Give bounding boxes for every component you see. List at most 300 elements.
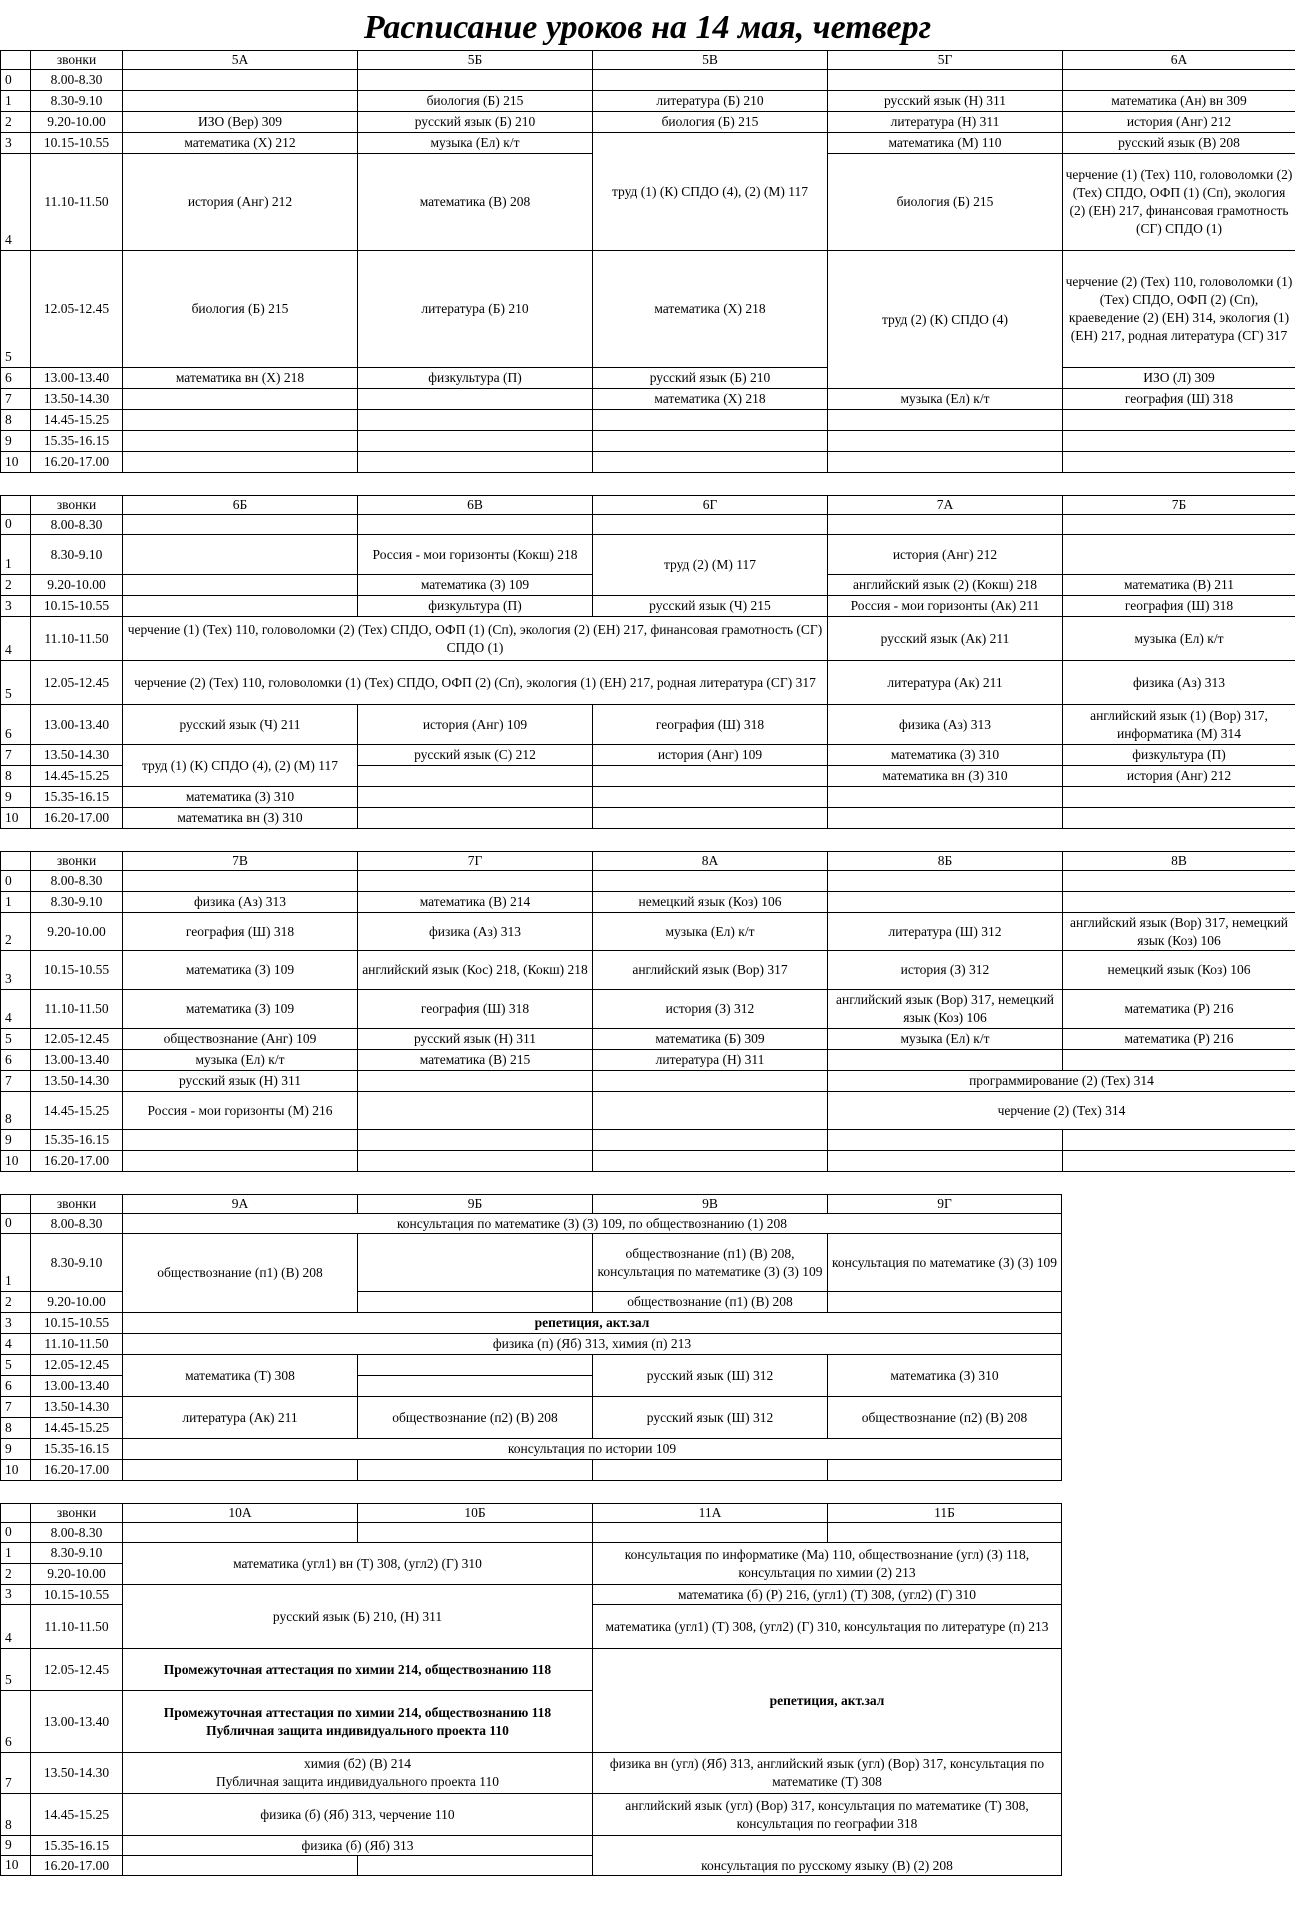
lesson-cell: русский язык (Ч) 211 (123, 705, 358, 745)
lesson-cell: литература (Н) 311 (593, 1050, 828, 1071)
lesson-number: 1 (1, 892, 31, 913)
lesson-cell: математика (В) 208 (358, 154, 593, 251)
class-header: 10А (123, 1504, 358, 1523)
zvonki-header: звонки (31, 496, 123, 515)
lesson-cell: программирование (2) (Тех) 314 (828, 1071, 1295, 1092)
lesson-cell: математика (З) 109 (123, 990, 358, 1029)
lesson-time: 13.00-13.40 (31, 1376, 123, 1397)
lesson-number: 2 (1, 112, 31, 133)
lesson-time: 13.50-14.30 (31, 745, 123, 766)
lesson-cell: литература (Ш) 312 (828, 913, 1063, 951)
lesson-cell: математика (З) 109 (358, 575, 593, 596)
lesson-cell: труд (1) (К) СПДО (4), (2) (М) 117 (593, 133, 828, 251)
lesson-cell: русский язык (Ш) 312 (593, 1397, 828, 1439)
lesson-number: 7 (1, 1397, 31, 1418)
lesson-cell: Россия - мои горизонты (Кокш) 218 (358, 535, 593, 575)
lesson-time: 10.15-10.55 (31, 951, 123, 990)
lesson-row (1, 1050, 1295, 1071)
lesson-row (1, 389, 1295, 410)
lesson-number: 3 (1, 1313, 31, 1334)
lesson-number: 9 (1, 431, 31, 452)
lesson-number: 9 (1, 787, 31, 808)
zvonki-header: звонки (31, 1504, 123, 1523)
lesson-cell: обществознание (п2) (В) 208 (358, 1397, 593, 1439)
lesson-cell: английский язык (1) (Вор) 317, информатика (М) 314 (1063, 705, 1295, 745)
lesson-cell: консультация по математике (З) (3) 109 (828, 1234, 1062, 1292)
lesson-time: 14.45-15.25 (31, 1794, 123, 1836)
lesson-cell: консультация по информатике (Ма) 110, обществознание (угл) (З) 118, консультация по химии (2) 213 (593, 1543, 1062, 1585)
lesson-number: 6 (1, 1376, 31, 1397)
class-header: 11А (593, 1504, 828, 1523)
lesson-cell: математика (Б) 309 (593, 1029, 828, 1050)
lesson-time: 16.20-17.00 (31, 1856, 123, 1876)
lesson-cell: география (Ш) 318 (1063, 389, 1295, 410)
lesson-cell: русский язык (Ак) 211 (828, 617, 1063, 661)
lesson-time: 10.15-10.55 (31, 1313, 123, 1334)
lesson-time: 14.45-15.25 (31, 410, 123, 431)
lesson-cell: английский язык (2) (Кокш) 218 (828, 575, 1063, 596)
lesson-row (1, 1234, 1062, 1292)
schedule-table-9 (0, 1194, 1062, 1481)
lesson-cell: черчение (2) (Тех) 314 (828, 1092, 1295, 1130)
lesson-cell: консультация по русскому языку (В) (2) 208 (593, 1836, 1062, 1876)
lesson-cell: математика вн (З) 310 (123, 808, 358, 829)
lesson-time: 13.50-14.30 (31, 1753, 123, 1794)
lesson-row (1, 1836, 1062, 1856)
lesson-cell: физика (Аз) 313 (1063, 661, 1295, 705)
lesson-time: 8.30-9.10 (31, 892, 123, 913)
lesson-number: 2 (1, 913, 31, 951)
lesson-number: 6 (1, 1691, 31, 1753)
class-header: 9Б (358, 1195, 593, 1214)
lesson-time: 13.00-13.40 (31, 1050, 123, 1071)
header-row (1, 1504, 1062, 1523)
lesson-row (1, 1151, 1295, 1172)
lesson-cell: русский язык (С) 212 (358, 745, 593, 766)
lesson-row (1, 133, 1295, 154)
lesson-number: 1 (1, 1543, 31, 1564)
lesson-number: 3 (1, 1585, 31, 1605)
schedule-table-6b-7b (0, 495, 1295, 829)
lesson-cell: история (Анг) 212 (123, 154, 358, 251)
lesson-cell: математика (М) 110 (828, 133, 1063, 154)
lesson-cell: консультация по математике (З) (3) 109, по обществознанию (1) 208 (123, 1214, 1062, 1234)
lesson-cell: труд (2) (М) 117 (593, 535, 828, 596)
page-title: Расписание уроков на 14 мая, четверг (363, 9, 932, 46)
header-row (1, 852, 1295, 871)
class-header: 5Г (828, 51, 1063, 70)
lesson-cell: математика (В) 211 (1063, 575, 1295, 596)
lesson-cell: консультация по истории 109 (123, 1439, 1062, 1460)
lesson-time: 16.20-17.00 (31, 452, 123, 473)
lesson-cell: физика (п) (Яб) 313, химия (п) 213 (123, 1334, 1062, 1355)
lesson-cell: история (Анг) 109 (593, 745, 828, 766)
lesson-cell: русский язык (Б) 210 (593, 368, 828, 389)
lesson-row (1, 1439, 1062, 1460)
lesson-number: 6 (1, 1050, 31, 1071)
lesson-cell: обществознание (Анг) 109 (123, 1029, 358, 1050)
lesson-cell: физика (б) (Яб) 313, черчение 110 (123, 1794, 593, 1836)
lesson-time: 11.10-11.50 (31, 990, 123, 1029)
lesson-cell: география (Ш) 318 (123, 913, 358, 951)
lesson-cell: математика (Ан) вн 309 (1063, 91, 1295, 112)
lesson-cell: русский язык (Б) 210, (Н) 311 (123, 1585, 593, 1649)
class-header: 6Б (123, 496, 358, 515)
lesson-cell: русский язык (Ч) 215 (593, 596, 828, 617)
lesson-row (1, 745, 1295, 766)
lesson-row (1, 1649, 1062, 1691)
lesson-time: 16.20-17.00 (31, 808, 123, 829)
lesson-time: 8.00-8.30 (31, 70, 123, 91)
class-header: 5Б (358, 51, 593, 70)
class-header: 8А (593, 852, 828, 871)
lesson-row (1, 705, 1295, 745)
lesson-cell: музыка (Ел) к/т (828, 1029, 1063, 1050)
lesson-row (1, 112, 1295, 133)
lesson-cell: физика (б) (Яб) 313 (123, 1836, 593, 1856)
lesson-number: 10 (1, 1151, 31, 1172)
lesson-row (1, 251, 1295, 368)
lesson-cell: математика (Т) 308 (123, 1355, 358, 1397)
lesson-number: 0 (1, 1523, 31, 1543)
lesson-cell: труд (1) (К) СПДО (4), (2) (М) 117 (123, 745, 358, 787)
lesson-cell: русский язык (Ш) 312 (593, 1355, 828, 1397)
lesson-cell: география (Ш) 318 (593, 705, 828, 745)
lesson-time: 15.35-16.15 (31, 1130, 123, 1151)
lesson-row (1, 1355, 1062, 1376)
lesson-number: 7 (1, 1071, 31, 1092)
lesson-number: 9 (1, 1439, 31, 1460)
lesson-row (1, 892, 1295, 913)
lesson-number: 1 (1, 1234, 31, 1292)
lesson-time: 8.00-8.30 (31, 1523, 123, 1543)
lesson-cell: немецкий язык (Коз) 106 (593, 892, 828, 913)
lesson-time: 14.45-15.25 (31, 1092, 123, 1130)
lesson-row (1, 1029, 1295, 1050)
lesson-cell: Россия - мои горизонты (М) 216 (123, 1092, 358, 1130)
zvonki-header: звонки (31, 852, 123, 871)
class-header: 5В (593, 51, 828, 70)
lesson-cell: математика (З) 310 (123, 787, 358, 808)
lesson-number: 8 (1, 766, 31, 787)
lesson-row (1, 535, 1295, 575)
lesson-number: 2 (1, 1564, 31, 1585)
lesson-row (1, 1130, 1295, 1151)
lesson-cell: история (З) 312 (828, 951, 1063, 990)
lesson-cell: история (Анг) 212 (828, 535, 1063, 575)
lesson-cell: музыка (Ел) к/т (358, 133, 593, 154)
schedule-table-7v-8v (0, 851, 1295, 1172)
lesson-cell: математика (Х) 218 (593, 389, 828, 410)
lesson-time: 13.50-14.30 (31, 1397, 123, 1418)
lesson-cell: английский язык (Вор) 317 (593, 951, 828, 990)
lesson-row (1, 871, 1295, 892)
lesson-time: 12.05-12.45 (31, 251, 123, 368)
lesson-row (1, 368, 1295, 389)
lesson-number: 2 (1, 1292, 31, 1313)
lesson-number: 3 (1, 596, 31, 617)
lesson-row (1, 1523, 1062, 1543)
lesson-number: 10 (1, 1460, 31, 1481)
lesson-number: 0 (1, 871, 31, 892)
schedule-table-10-11 (0, 1503, 1062, 1876)
lesson-time: 15.35-16.15 (31, 431, 123, 452)
lesson-time: 12.05-12.45 (31, 1029, 123, 1050)
lesson-time: 8.30-9.10 (31, 1543, 123, 1564)
lesson-cell: немецкий язык (Коз) 106 (1063, 951, 1295, 990)
header-row (1, 51, 1295, 70)
lesson-cell: английский язык (угл) (Вор) 317, консультация по математике (Т) 308, консультация по географии 318 (593, 1794, 1062, 1836)
lesson-cell: черчение (1) (Тех) 110, головоломки (2) (Тех) СПДО, ОФП (1) (Сп), экология (2) (ЕН) 217, финансовая грамотность (СГ) СПДО (1) (1063, 154, 1295, 251)
lesson-number: 5 (1, 1355, 31, 1376)
lesson-number: 0 (1, 70, 31, 91)
lesson-row (1, 515, 1295, 535)
lesson-cell: география (Ш) 318 (1063, 596, 1295, 617)
lesson-number: 2 (1, 575, 31, 596)
lesson-cell: русский язык (В) 208 (1063, 133, 1295, 154)
lesson-row (1, 91, 1295, 112)
lesson-row (1, 808, 1295, 829)
class-header: 7А (828, 496, 1063, 515)
lesson-cell: история (Анг) 109 (358, 705, 593, 745)
lesson-number: 3 (1, 133, 31, 154)
class-header: 10Б (358, 1504, 593, 1523)
lesson-row (1, 1214, 1062, 1234)
lesson-cell: история (Анг) 212 (1063, 112, 1295, 133)
lesson-cell: черчение (2) (Тех) 110, головоломки (1) (Тех) СПДО, ОФП (2) (Сп), экология (1) (ЕН) 217, родная литература (СГ) 317 (123, 661, 828, 705)
lesson-cell: Россия - мои горизонты (Ак) 211 (828, 596, 1063, 617)
lesson-time: 12.05-12.45 (31, 661, 123, 705)
lesson-cell: математика (угл1) (Т) 308, (угл2) (Г) 310, консультация по литературе (п) 213 (593, 1605, 1062, 1649)
lesson-cell: обществознание (п1) (В) 208 (593, 1292, 828, 1313)
lesson-time: 8.30-9.10 (31, 535, 123, 575)
lesson-cell: физика (Аз) 313 (828, 705, 1063, 745)
class-header: 8В (1063, 852, 1295, 871)
lesson-time: 11.10-11.50 (31, 1605, 123, 1649)
class-header: 5А (123, 51, 358, 70)
lesson-number: 7 (1, 745, 31, 766)
lesson-time: 14.45-15.25 (31, 766, 123, 787)
lesson-row (1, 1313, 1062, 1334)
lesson-number: 9 (1, 1836, 31, 1856)
lesson-number: 3 (1, 951, 31, 990)
lesson-cell: русский язык (Б) 210 (358, 112, 593, 133)
lesson-cell: литература (Б) 210 (593, 91, 828, 112)
lesson-cell: музыка (Ел) к/т (828, 389, 1063, 410)
lesson-number: 10 (1, 1856, 31, 1876)
lesson-number: 4 (1, 617, 31, 661)
lesson-number: 5 (1, 1649, 31, 1691)
project-defense-text: Публичная защита индивидуального проекта 110 (206, 1722, 509, 1738)
lesson-number: 4 (1, 1605, 31, 1649)
lesson-time: 14.45-15.25 (31, 1418, 123, 1439)
lesson-time: 8.00-8.30 (31, 871, 123, 892)
lesson-cell: математика (Р) 216 (1063, 990, 1295, 1029)
lesson-cell: биология (Б) 215 (358, 91, 593, 112)
lesson-row (1, 787, 1295, 808)
lesson-row (1, 1397, 1062, 1418)
lesson-cell: физика вн (угл) (Яб) 313, английский язык (угл) (Вор) 317, консультация по математике (Т) 308 (593, 1753, 1062, 1794)
lesson-number: 9 (1, 1130, 31, 1151)
class-header: 7Б (1063, 496, 1295, 515)
lesson-cell: математика (З) 310 (828, 745, 1063, 766)
lesson-cell: литература (Ак) 211 (123, 1397, 358, 1439)
class-header: 9В (593, 1195, 828, 1214)
lesson-cell: музыка (Ел) к/т (123, 1050, 358, 1071)
class-header: 6Г (593, 496, 828, 515)
lesson-time: 12.05-12.45 (31, 1649, 123, 1691)
lesson-time: 9.20-10.00 (31, 913, 123, 951)
lesson-time: 10.15-10.55 (31, 133, 123, 154)
lesson-cell: музыка (Ел) к/т (1063, 617, 1295, 661)
lesson-time: 8.30-9.10 (31, 91, 123, 112)
class-header: 7Г (358, 852, 593, 871)
lesson-time: 8.00-8.30 (31, 1214, 123, 1234)
lesson-time: 13.50-14.30 (31, 1071, 123, 1092)
class-header: 6А (1063, 51, 1295, 70)
lesson-row (1, 1585, 1062, 1605)
lesson-cell: русский язык (Н) 311 (828, 91, 1063, 112)
zvonki-header: звонки (31, 1195, 123, 1214)
lesson-number: 4 (1, 1334, 31, 1355)
lesson-cell: ИЗО (Л) 309 (1063, 368, 1295, 389)
lesson-cell: математика (Х) 212 (123, 133, 358, 154)
lesson-time: 15.35-16.15 (31, 787, 123, 808)
project-defense-text: Публичная защита индивидуального проекта 110 (215, 1774, 500, 1789)
lesson-cell: физика (Аз) 313 (358, 913, 593, 951)
class-header: 6В (358, 496, 593, 515)
lesson-cell: биология (Б) 215 (593, 112, 828, 133)
lesson-cell: русский язык (Н) 311 (358, 1029, 593, 1050)
lesson-time: 8.30-9.10 (31, 1234, 123, 1292)
lesson-time: 8.00-8.30 (31, 515, 123, 535)
lesson-row (1, 1794, 1062, 1836)
lesson-row (1, 1460, 1062, 1481)
lesson-cell: английский язык (Кос) 218, (Кокш) 218 (358, 951, 593, 990)
lesson-cell: музыка (Ел) к/т (593, 913, 828, 951)
lesson-cell: русский язык (Н) 311 (123, 1071, 358, 1092)
lesson-number: 5 (1, 251, 31, 368)
lesson-row (1, 70, 1295, 91)
schedule-table-5a-6a (0, 50, 1295, 473)
lesson-cell: английский язык (Вор) 317, немецкий язык (Коз) 106 (1063, 913, 1295, 951)
lesson-cell: физкультура (П) (358, 368, 593, 389)
lesson-row (1, 596, 1295, 617)
lesson-cell: труд (2) (К) СПДО (4) (828, 251, 1063, 389)
lesson-cell: история (Анг) 212 (1063, 766, 1295, 787)
lesson-row (1, 431, 1295, 452)
lesson-cell (123, 1753, 593, 1794)
lesson-cell: литература (Ак) 211 (828, 661, 1063, 705)
lesson-cell: обществознание (п2) (В) 208 (828, 1397, 1062, 1439)
lesson-number: 8 (1, 1418, 31, 1439)
lesson-time: 9.20-10.00 (31, 1292, 123, 1313)
lesson-row (1, 990, 1295, 1029)
lesson-cell (123, 1691, 593, 1753)
lesson-cell: математика (З) 310 (828, 1355, 1062, 1397)
lesson-cell: обществознание (п1) (В) 208 (123, 1234, 358, 1313)
lesson-cell: математика (В) 215 (358, 1050, 593, 1071)
lesson-cell: английский язык (Вор) 317, немецкий язык (Коз) 106 (828, 990, 1063, 1029)
lesson-number: 10 (1, 808, 31, 829)
lesson-cell: история (З) 312 (593, 990, 828, 1029)
lesson-cell: репетиция, акт.зал (593, 1649, 1062, 1753)
class-header: 11Б (828, 1504, 1062, 1523)
lesson-row (1, 1092, 1295, 1130)
lesson-time: 11.10-11.50 (31, 1334, 123, 1355)
lesson-number: 0 (1, 1214, 31, 1234)
lesson-row (1, 1543, 1062, 1564)
lesson-time: 12.05-12.45 (31, 1355, 123, 1376)
lesson-cell: математика (Р) 216 (1063, 1029, 1295, 1050)
lesson-cell: обществознание (п1) (В) 208, консультация по математике (З) (3) 109 (593, 1234, 828, 1292)
lesson-cell: ИЗО (Вер) 309 (123, 112, 358, 133)
lesson-number: 0 (1, 515, 31, 535)
header-row (1, 1195, 1062, 1214)
lesson-number: 4 (1, 154, 31, 251)
lesson-number: 8 (1, 1092, 31, 1130)
lesson-time: 13.00-13.40 (31, 368, 123, 389)
lesson-cell: репетиция, акт.зал (123, 1313, 1062, 1334)
lesson-time: 9.20-10.00 (31, 575, 123, 596)
lesson-cell: Промежуточная аттестация по химии 214, обществознанию 118 (123, 1649, 593, 1691)
lesson-time: 15.35-16.15 (31, 1439, 123, 1460)
lesson-cell: математика (угл1) вн (Т) 308, (угл2) (Г) 310 (123, 1543, 593, 1585)
lesson-number: 5 (1, 1029, 31, 1050)
lesson-time: 15.35-16.15 (31, 1836, 123, 1856)
lesson-number: 8 (1, 410, 31, 431)
lesson-number: 1 (1, 91, 31, 112)
lesson-cell: математика (В) 214 (358, 892, 593, 913)
lesson-row (1, 410, 1295, 431)
class-header: 9Г (828, 1195, 1062, 1214)
lesson-number: 6 (1, 705, 31, 745)
lesson-cell: математика (З) 109 (123, 951, 358, 990)
lesson-time: 10.15-10.55 (31, 1585, 123, 1605)
lesson-row (1, 452, 1295, 473)
lesson-cell: география (Ш) 318 (358, 990, 593, 1029)
lesson-time: 11.10-11.50 (31, 154, 123, 251)
lesson-time: 13.00-13.40 (31, 1691, 123, 1753)
lesson-number: 7 (1, 389, 31, 410)
zvonki-header: звонки (31, 51, 123, 70)
lesson-cell: математика (б) (Р) 216, (угл1) (Т) 308, (угл2) (Г) 310 (593, 1585, 1062, 1605)
lesson-cell: биология (Б) 215 (123, 251, 358, 368)
class-header: 7В (123, 852, 358, 871)
lesson-cell: физкультура (П) (358, 596, 593, 617)
lesson-row (1, 1753, 1062, 1794)
lesson-cell: черчение (2) (Тех) 110, головоломки (1) (Тех) СПДО, ОФП (2) (Сп), краеведение (2) (ЕН) 314, экология (1) (ЕН) 217, родная литература (СГ) 317 (1063, 251, 1295, 368)
lesson-cell: математика вн (Х) 218 (123, 368, 358, 389)
lesson-time: 16.20-17.00 (31, 1460, 123, 1481)
header-row (1, 496, 1295, 515)
lesson-time: 16.20-17.00 (31, 1151, 123, 1172)
lesson-cell: литература (Б) 210 (358, 251, 593, 368)
lesson-row (1, 913, 1295, 951)
lesson-time: 9.20-10.00 (31, 112, 123, 133)
attestation-text: Промежуточная аттестация по химии 214, обществознанию 118 (163, 1704, 552, 1720)
lesson-number: 8 (1, 1794, 31, 1836)
lesson-time: 13.00-13.40 (31, 705, 123, 745)
lesson-row (1, 617, 1295, 661)
lesson-row (1, 661, 1295, 705)
lesson-row (1, 1071, 1295, 1092)
class-header: 9А (123, 1195, 358, 1214)
lesson-cell: математика (Х) 218 (593, 251, 828, 368)
lesson-number: 4 (1, 990, 31, 1029)
lesson-number: 7 (1, 1753, 31, 1794)
chemistry-text: химия (б2) (В) 214 (304, 1756, 411, 1771)
